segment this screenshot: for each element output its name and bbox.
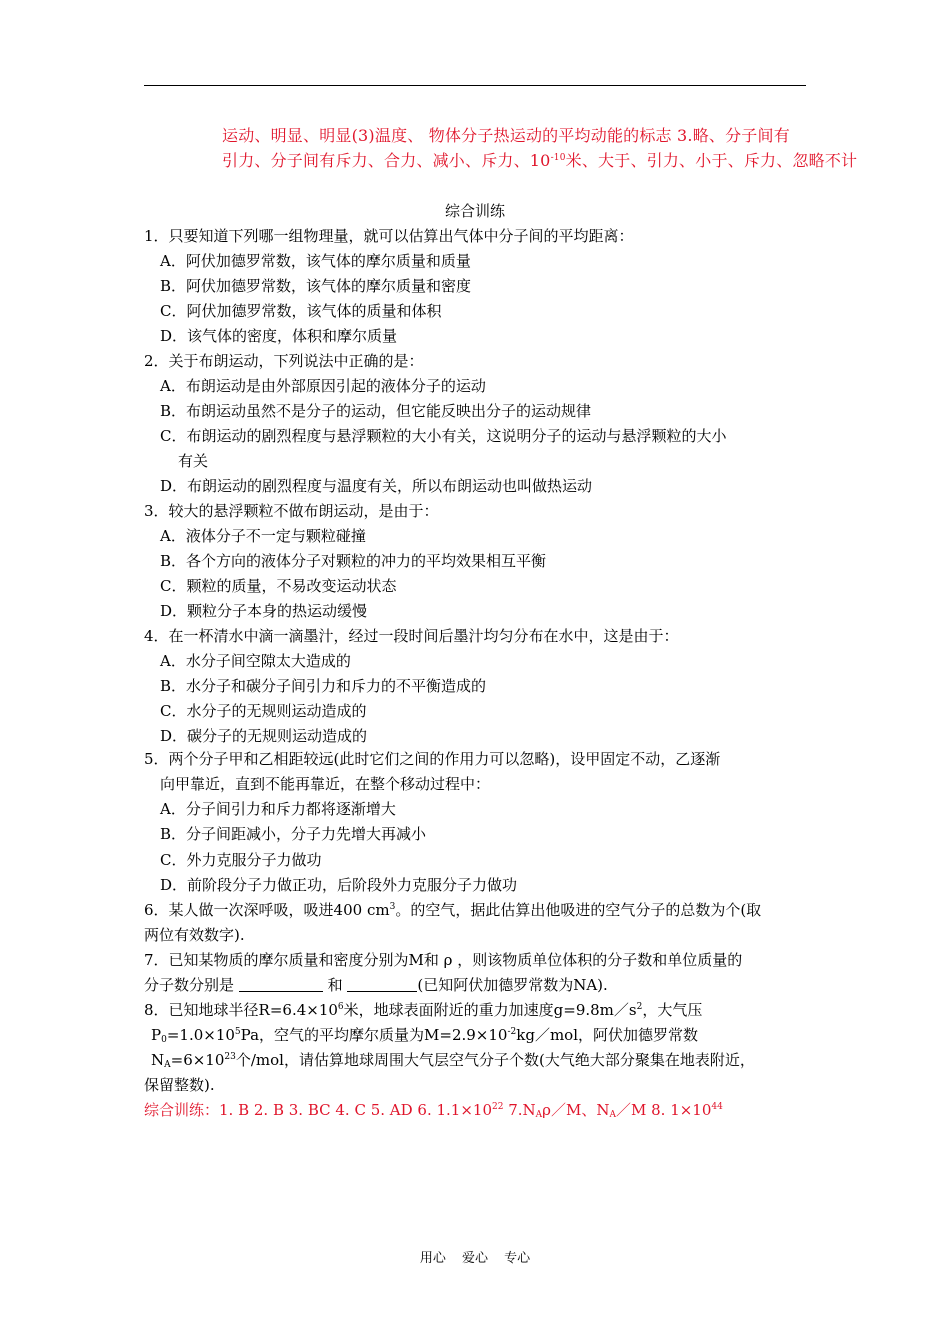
q1-option-d: D．该气体的密度，体积和摩尔质量 xyxy=(160,327,398,345)
q2-option-c-cont: 有关 xyxy=(178,452,209,470)
answer-key: 综合训练：1. B 2. B 3. BC 4. C 5. AD 6. $1.1\times 10^{22}$ $7.N_A\rho/M$、$N_A/M$ 8. $1\times 10^{44}$ xyxy=(144,1101,723,1120)
q5-option-b: B．分子间距减小，分子力先增大再减小 xyxy=(160,825,427,843)
q7-line-2: 分子数分别是 和 (已知阿伏加德罗常数为NA). xyxy=(144,976,608,994)
q4-option-d: D．碳分子的无规则运动造成的 xyxy=(160,727,368,745)
top-answers-line-2: 引力、分子间有斥力、合力、减小、斥力、$10^{-10}$米、大于、引力、小于、斥力、忽略不计 xyxy=(222,151,858,170)
q7-blank-1[interactable] xyxy=(239,977,323,992)
q2-option-c: C．布朗运动的剧烈程度与悬浮颗粒的大小有关，这说明分子的运动与悬浮颗粒的大小 xyxy=(160,427,727,445)
q2-option-d: D．布朗运动的剧烈程度与温度有关，所以布朗运动也叫做热运动 xyxy=(160,477,593,495)
q6-line-2: 两位有效数字). xyxy=(144,926,245,944)
q5-stem: 5．两个分子甲和乙相距较远(此时它们之间的作用力可以忽略)，设甲固定不动，乙逐渐 xyxy=(144,750,721,768)
q3-option-d: D．颗粒分子本身的热运动缓慢 xyxy=(160,602,368,620)
q8-line-1: 8．已知地球半径$R=6.4\times 10^6$米，地球表面附近的重力加速度$g=9.8m/s^2$，大气压 xyxy=(144,1001,703,1019)
q1-stem: 1．只要知道下列哪一组物理量，就可以估算出气体中分子间的平均距离： xyxy=(144,227,634,245)
q2-option-b: B．布朗运动虽然不是分子的运动，但它能反映出分子的运动规律 xyxy=(160,402,592,420)
footer-text-1: 用心 xyxy=(419,1251,446,1266)
q2-stem: 2．关于布朗运动，下列说法中正确的是： xyxy=(144,352,424,370)
q5-option-a: A．分子间引力和斥力都将逐渐增大 xyxy=(160,800,396,818)
q1-option-c: C．阿伏加德罗常数，该气体的质量和体积 xyxy=(160,302,442,320)
footer-text-3: 专心 xyxy=(504,1251,531,1266)
q1-option-b: B．阿伏加德罗常数，该气体的摩尔质量和密度 xyxy=(160,277,472,295)
q8-line-3: $N_A=6\times 10^{23}$个/mol，请估算地球周围大气层空气分子个数(大气绝大部分聚集在地表附近， xyxy=(151,1051,755,1070)
q5-option-d: D．前阶段分子力做正功，后阶段外力克服分子力做功 xyxy=(160,876,518,894)
q4-option-b: B．水分子和碳分子间引力和斥力的不平衡造成的 xyxy=(160,677,487,695)
q5-option-c: C．外力克服分子力做功 xyxy=(160,851,322,869)
q5-stem-cont: 向甲靠近，直到不能再靠近，在整个移动过程中： xyxy=(160,775,491,793)
q7-blank-2[interactable] xyxy=(347,977,417,992)
q3-option-b: B．各个方向的液体分子对颗粒的冲力的平均效果相互平衡 xyxy=(160,552,547,570)
q6-line-1: 6．某人做一次深呼吸，吸进400 $cm^3$。的空气，据此估算出他吸进的空气分子的总数为个(取 xyxy=(144,901,762,919)
q4-stem: 4．在一杯清水中滴一滴墨汁，经过一段时间后墨汁均匀分布在水中，这是由于： xyxy=(144,627,679,645)
q2-option-a: A．布朗运动是由外部原因引起的液体分子的运动 xyxy=(160,377,486,395)
q8-line-2: $P_0=1.0\times 10^5Pa$，空气的平均摩尔质量为$M=2.9\times 10^{-2}kg/mol$，阿伏加德罗常数 xyxy=(151,1026,698,1045)
q3-option-a: A．液体分子不一定与颗粒碰撞 xyxy=(160,527,366,545)
q1-option-a: A．阿伏加德罗常数，该气体的摩尔质量和质量 xyxy=(160,252,471,270)
footer-text-2: 爱心 xyxy=(461,1251,488,1266)
q3-option-c: C．颗粒的质量，不易改变运动状态 xyxy=(160,577,397,595)
page-footer xyxy=(0,1247,950,1266)
section-title: 综合训练 xyxy=(444,202,505,220)
q3-stem: 3．较大的悬浮颗粒不做布朗运动，是由于： xyxy=(144,502,439,520)
header-rule xyxy=(144,85,806,86)
q4-option-a: A．水分子间空隙太大造成的 xyxy=(160,652,351,670)
q4-option-c: C．水分子的无规则运动造成的 xyxy=(160,702,367,720)
q7-line-1: 7．已知某物质的摩尔质量和密度分别为M和 ρ ，则该物质单位体积的分子数和单位质量的 xyxy=(144,951,743,969)
q8-line-4: 保留整数). xyxy=(144,1076,215,1094)
top-answers-line-1: 运动、明显、明显(3)温度、 物体分子热运动的平均动能的标志 3.略、分子间有 xyxy=(222,126,790,145)
